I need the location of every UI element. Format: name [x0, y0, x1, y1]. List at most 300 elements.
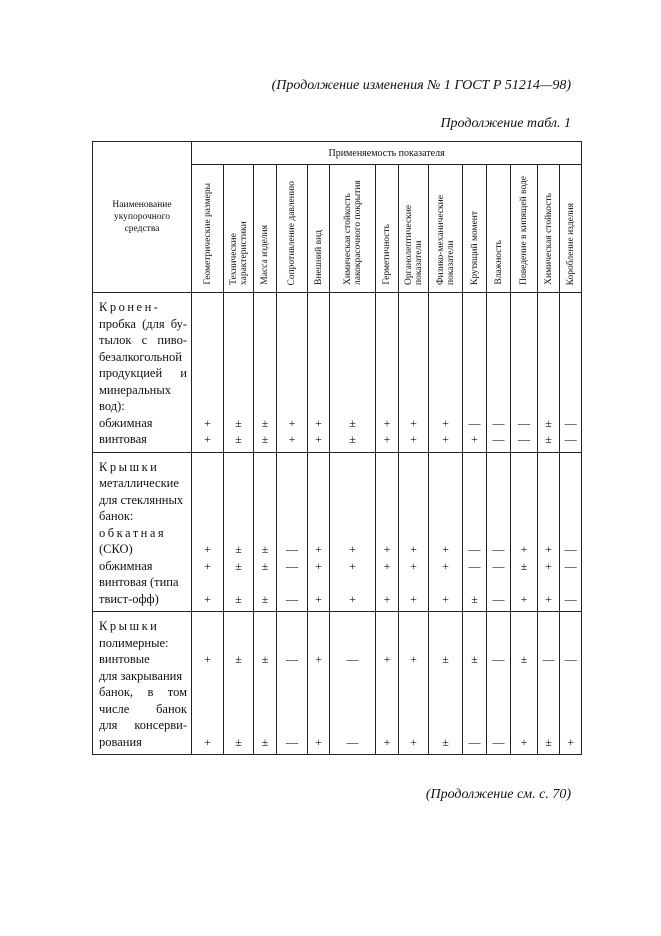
applicability-mark [429, 382, 462, 399]
closure-name-line: обжимная [99, 558, 153, 573]
applicability-mark [538, 332, 559, 349]
value-cell [376, 612, 399, 755]
applicability-mark: ± [442, 652, 449, 666]
applicability-mark: + [315, 415, 322, 430]
applicability-mark [254, 365, 276, 382]
applicability-mark [192, 574, 223, 591]
value-cell [308, 293, 330, 453]
applicability-mark [330, 574, 375, 591]
applicability-mark [330, 299, 375, 316]
applicability-mark [277, 382, 307, 399]
applicability-mark [399, 525, 428, 542]
applicability-mark: + [410, 415, 417, 430]
closure-name-cell [93, 612, 192, 755]
table-caption: Продолжение табл. 1 [440, 116, 571, 131]
table-row [93, 293, 582, 453]
applicability-mark: + [410, 542, 417, 556]
applicability-mark [429, 316, 462, 333]
closure-name-line: банок: [99, 509, 134, 523]
applicability-mark [376, 701, 398, 718]
applicability-mark [560, 618, 581, 635]
applicability-mark [277, 635, 307, 652]
applicability-mark [224, 668, 253, 685]
applicability-mark [538, 492, 559, 509]
applicability-mark: + [520, 542, 528, 556]
applicability-mark [224, 525, 253, 542]
applicability-mark: ± [261, 432, 269, 446]
applicability-mark [192, 382, 223, 399]
applicability-mark [560, 668, 581, 685]
applicability-mark [463, 668, 486, 685]
applicability-mark [224, 316, 253, 333]
applicability-mark [511, 316, 537, 333]
applicability-mark: + [520, 591, 528, 606]
column-header [330, 165, 376, 293]
applicability-mark [487, 332, 510, 349]
applicability-mark [511, 299, 537, 316]
value-cell [376, 293, 399, 453]
applicability-mark: + [442, 558, 449, 573]
closure-name-line: безалкогольной [99, 349, 182, 364]
applicability-mark [429, 398, 462, 415]
value-cell [330, 452, 376, 612]
applicability-mark [538, 717, 559, 734]
applicability-mark [463, 574, 486, 591]
applicability-mark [463, 618, 486, 635]
applicability-mark [254, 475, 276, 492]
applicability-mark [224, 299, 253, 316]
applicability-mark [463, 508, 486, 525]
applicability-mark [511, 574, 537, 591]
applicability-mark: — [286, 591, 298, 606]
applicability-mark: — [468, 415, 481, 430]
applicability-mark [192, 459, 223, 476]
value-cell [560, 293, 582, 453]
applicability-mark: + [315, 542, 322, 556]
applicability-mark [560, 316, 581, 333]
applicability-mark: + [315, 432, 322, 446]
applicability-mark: + [520, 734, 528, 749]
applicability-mark [376, 635, 398, 652]
applicability-mark [399, 668, 428, 685]
applicability-mark [224, 332, 253, 349]
value-cell [254, 293, 277, 453]
applicability-mark: + [442, 432, 449, 446]
applicability-mark [429, 299, 462, 316]
column-header-label: Коробление изделия [565, 202, 576, 285]
applicability-mark: — [286, 652, 298, 666]
applicability-mark [192, 508, 223, 525]
applicability-mark [277, 618, 307, 635]
applicability-mark [192, 492, 223, 509]
applicability-mark: ± [442, 734, 449, 749]
applicability-mark [538, 299, 559, 316]
applicability-mark [277, 475, 307, 492]
applicability-mark [511, 635, 537, 652]
applicability-mark [538, 365, 559, 382]
value-cell [224, 612, 254, 755]
value-cell [399, 612, 429, 755]
applicability-mark [560, 365, 581, 382]
applicability-mark [330, 618, 375, 635]
closure-name-line: винтовая [99, 432, 147, 446]
value-cell [429, 612, 463, 755]
applicability-mark: + [567, 734, 574, 749]
applicability-mark: ± [520, 652, 528, 666]
applicability-mark [511, 717, 537, 734]
value-cell [254, 452, 277, 612]
value-cell [429, 452, 463, 612]
value-cell [538, 612, 560, 755]
applicability-mark [224, 459, 253, 476]
applicability-mark [192, 684, 223, 701]
applicability-mark [487, 316, 510, 333]
applicability-mark [254, 635, 276, 652]
applicability-mark [399, 508, 428, 525]
applicability-mark [277, 508, 307, 525]
column-header-label: Влажность [493, 240, 504, 285]
applicability-mark: + [545, 558, 552, 573]
applicability-mark [330, 365, 375, 382]
applicability-mark [463, 365, 486, 382]
applicability-mark [224, 365, 253, 382]
applicability-mark: ± [261, 558, 269, 573]
applicability-mark: — [346, 734, 359, 749]
applicability-mark: + [383, 652, 391, 666]
closure-name-line: вод): [99, 399, 125, 413]
column-header [224, 165, 254, 293]
applicability-mark [224, 684, 253, 701]
applicability-mark [538, 349, 559, 366]
value-cell [487, 452, 511, 612]
applicability-mark: — [468, 542, 481, 556]
applicability-mark [376, 332, 398, 349]
applicability-mark [487, 508, 510, 525]
applicability-mark [429, 525, 462, 542]
applicability-mark [277, 459, 307, 476]
applicability-mark [308, 701, 329, 718]
applicability-mark [560, 332, 581, 349]
applicability-mark [277, 299, 307, 316]
applicability-mark [376, 382, 398, 399]
value-cell [254, 612, 277, 755]
column-header [429, 165, 463, 293]
applicability-mark: + [383, 734, 391, 749]
closure-name-line: Крышки [99, 459, 160, 474]
closure-name-cell [93, 452, 192, 612]
applicability-mark [376, 508, 398, 525]
applicability-mark: + [442, 542, 449, 556]
closure-name-line: обкатная [99, 525, 167, 540]
applicability-mark: + [410, 652, 417, 666]
applicability-mark [254, 574, 276, 591]
value-cell [560, 612, 582, 755]
applicability-mark [487, 525, 510, 542]
applicability-mark [330, 382, 375, 399]
applicability-mark [511, 365, 537, 382]
closure-name-line: числе банок [99, 701, 187, 716]
applicability-mark [511, 459, 537, 476]
applicability-mark: + [204, 734, 211, 749]
closure-name-line: пробка (для бу- [99, 316, 187, 331]
applicability-mark: — [518, 415, 530, 430]
closure-name-line: твист-офф) [99, 591, 159, 606]
applicability-mark [277, 365, 307, 382]
value-cell [487, 612, 511, 755]
applicability-mark [192, 398, 223, 415]
applicability-mark [429, 717, 462, 734]
applicability-mark [399, 365, 428, 382]
applicability-mark [560, 492, 581, 509]
applicability-mark: ± [471, 652, 478, 666]
applicability-mark [538, 459, 559, 476]
applicability-mark [376, 349, 398, 366]
applicability-mark [277, 332, 307, 349]
applicability-mark: + [315, 591, 322, 606]
applicability-mark [277, 668, 307, 685]
value-cell [511, 452, 538, 612]
applicability-mark [560, 684, 581, 701]
applicability-mark: + [204, 542, 211, 556]
applicability-mark [376, 525, 398, 542]
value-cell [308, 612, 330, 755]
applicability-mark [560, 475, 581, 492]
applicability-mark [277, 492, 307, 509]
applicability-mark [560, 459, 581, 476]
applicability-mark [560, 398, 581, 415]
applicability-mark: + [383, 415, 391, 430]
applicability-mark: — [492, 652, 505, 666]
column-header [463, 165, 487, 293]
applicability-mark [308, 717, 329, 734]
applicability-mark: + [204, 558, 211, 573]
applicability-mark: + [442, 591, 449, 606]
applicability-mark [487, 475, 510, 492]
applicability-mark [511, 349, 537, 366]
applicability-mark [429, 701, 462, 718]
applicability-mark [308, 349, 329, 366]
applicability-mark [376, 475, 398, 492]
value-cell [277, 293, 308, 453]
applicability-mark: + [383, 558, 391, 573]
applicability-mark [487, 349, 510, 366]
value-cell [487, 293, 511, 453]
closure-name-line: Кронен- [99, 300, 161, 314]
applicability-mark [330, 492, 375, 509]
applicability-mark [399, 459, 428, 476]
applicability-mark [330, 684, 375, 701]
applicability-mark: + [288, 432, 296, 446]
applicability-mark [330, 459, 375, 476]
closure-name-line: минеральных [99, 382, 172, 397]
column-header-label: Физико-механические показатели [435, 195, 456, 285]
name-column-header: Наименование укупорочного средства [93, 142, 192, 293]
applicability-mark: + [204, 591, 211, 606]
applicability-mark [487, 365, 510, 382]
applicability-mark [463, 332, 486, 349]
applicability-mark: + [383, 542, 391, 556]
applicability-mark [277, 717, 307, 734]
value-cell [429, 293, 463, 453]
applicability-mark [192, 635, 223, 652]
applicability-mark [254, 349, 276, 366]
applicability-mark [538, 574, 559, 591]
applicability-mark [224, 508, 253, 525]
applicability-mark [330, 635, 375, 652]
value-cell [463, 612, 487, 755]
value-cell [224, 293, 254, 453]
applicability-mark [560, 701, 581, 718]
applicability-mark [254, 492, 276, 509]
applicability-mark [224, 618, 253, 635]
applicability-mark [254, 525, 276, 542]
applicability-mark [399, 701, 428, 718]
applicability-mark [308, 684, 329, 701]
applicability-mark [560, 382, 581, 399]
applicability-mark [224, 349, 253, 366]
column-header-label: Поведение в кипящей воде [519, 176, 529, 285]
applicability-mark [463, 717, 486, 734]
applicability-mark [224, 701, 253, 718]
applicability-mark [538, 525, 559, 542]
applicability-mark [308, 316, 329, 333]
applicability-mark [463, 492, 486, 509]
applicability-mark: ± [520, 558, 528, 573]
column-header [192, 165, 224, 293]
applicability-mark [399, 475, 428, 492]
applicability-mark: — [468, 558, 481, 573]
applicability-mark [224, 382, 253, 399]
applicability-mark [429, 574, 462, 591]
continuation-note: (Продолжение см. с. 70) [425, 787, 571, 802]
column-header-label: Герметичность [382, 224, 392, 285]
applicability-mark [192, 525, 223, 542]
applicability-mark [330, 525, 375, 542]
closure-name-line: тылок с пиво- [99, 333, 187, 347]
applicability-mark [254, 684, 276, 701]
applicability-mark [192, 668, 223, 685]
applicability-mark [308, 459, 329, 476]
applicability-mark [511, 525, 537, 542]
applicability-mark [463, 475, 486, 492]
applicability-mark [192, 316, 223, 333]
applicability-mark [308, 475, 329, 492]
applicability-mark: ± [261, 415, 269, 430]
applicability-mark [308, 574, 329, 591]
applicability-mark [192, 475, 223, 492]
applicability-mark [330, 398, 375, 415]
applicability-mark: ± [235, 415, 242, 430]
applicability-mark [308, 525, 329, 542]
closure-name-line: (СКО) [99, 542, 133, 556]
applicability-mark [429, 475, 462, 492]
table-row [93, 452, 582, 612]
applicability-mark: + [315, 558, 322, 573]
column-header-label: Геометрические размеры [202, 183, 213, 285]
value-cell [277, 612, 308, 755]
applicability-mark [308, 299, 329, 316]
applicability-mark [376, 684, 398, 701]
applicability-mark [429, 684, 462, 701]
applicability-mark [192, 717, 223, 734]
applicability-mark [511, 668, 537, 685]
applicability-mark: + [442, 415, 449, 430]
applicability-mark [254, 398, 276, 415]
applicability-mark: — [564, 432, 577, 446]
applicability-mark: — [492, 591, 505, 606]
value-cell [399, 452, 429, 612]
column-header [376, 165, 399, 293]
applicability-mark [429, 459, 462, 476]
applicability-mark [330, 668, 375, 685]
applicability-mark: — [542, 652, 555, 666]
applicability-mark [308, 382, 329, 399]
applicability-mark [487, 701, 510, 718]
applicability-mark [538, 382, 559, 399]
applicability-mark [429, 492, 462, 509]
applicability-mark [277, 525, 307, 542]
applicability-mark [511, 475, 537, 492]
applicability-mark [511, 701, 537, 718]
applicability-mark [487, 684, 510, 701]
applicability-mark [429, 332, 462, 349]
column-header-label: Технические характеристики [228, 221, 249, 285]
applicability-mark [487, 459, 510, 476]
applicability-mark [376, 316, 398, 333]
applicability-mark [511, 508, 537, 525]
closure-name-line: металлические [99, 476, 179, 490]
value-cell [224, 452, 254, 612]
applicability-mark: — [564, 542, 577, 556]
applicability-mark: — [564, 415, 577, 430]
applicability-mark [538, 684, 559, 701]
applicability-mark [429, 668, 462, 685]
applicability-mark [308, 635, 329, 652]
closure-name-line: винтовая (типа [99, 575, 179, 589]
document-header: (Продолжение изменения № 1 ГОСТ Р 51214—98) [271, 78, 571, 93]
applicability-mark [463, 701, 486, 718]
applicability-mark [277, 316, 307, 333]
group-column-header: Применяемость показателя [192, 142, 582, 165]
applicability-mark [254, 701, 276, 718]
applicability-mark [277, 349, 307, 366]
value-cell [376, 452, 399, 612]
applicability-mark: + [349, 558, 356, 573]
value-cell [277, 452, 308, 612]
applicability-mark [560, 717, 581, 734]
value-cell [511, 293, 538, 453]
applicability-mark [308, 365, 329, 382]
applicability-mark [399, 332, 428, 349]
applicability-mark [538, 701, 559, 718]
applicability-mark: — [492, 558, 505, 573]
applicability-mark [463, 635, 486, 652]
column-header-label: Химическая стойкость лакокрасочного покрытия [342, 180, 363, 285]
applicability-mark: + [410, 591, 417, 606]
applicability-mark [429, 349, 462, 366]
applicability-mark: — [492, 432, 505, 446]
column-header [277, 165, 308, 293]
applicability-mark: — [492, 734, 505, 749]
applicability-mark [399, 492, 428, 509]
applicability-mark: + [204, 432, 211, 446]
applicability-mark [376, 574, 398, 591]
closure-name-line: для консерви- [99, 718, 187, 732]
applicability-mark [277, 398, 307, 415]
applicability-mark [511, 684, 537, 701]
applicability-mark [511, 382, 537, 399]
applicability-mark: — [286, 558, 298, 573]
